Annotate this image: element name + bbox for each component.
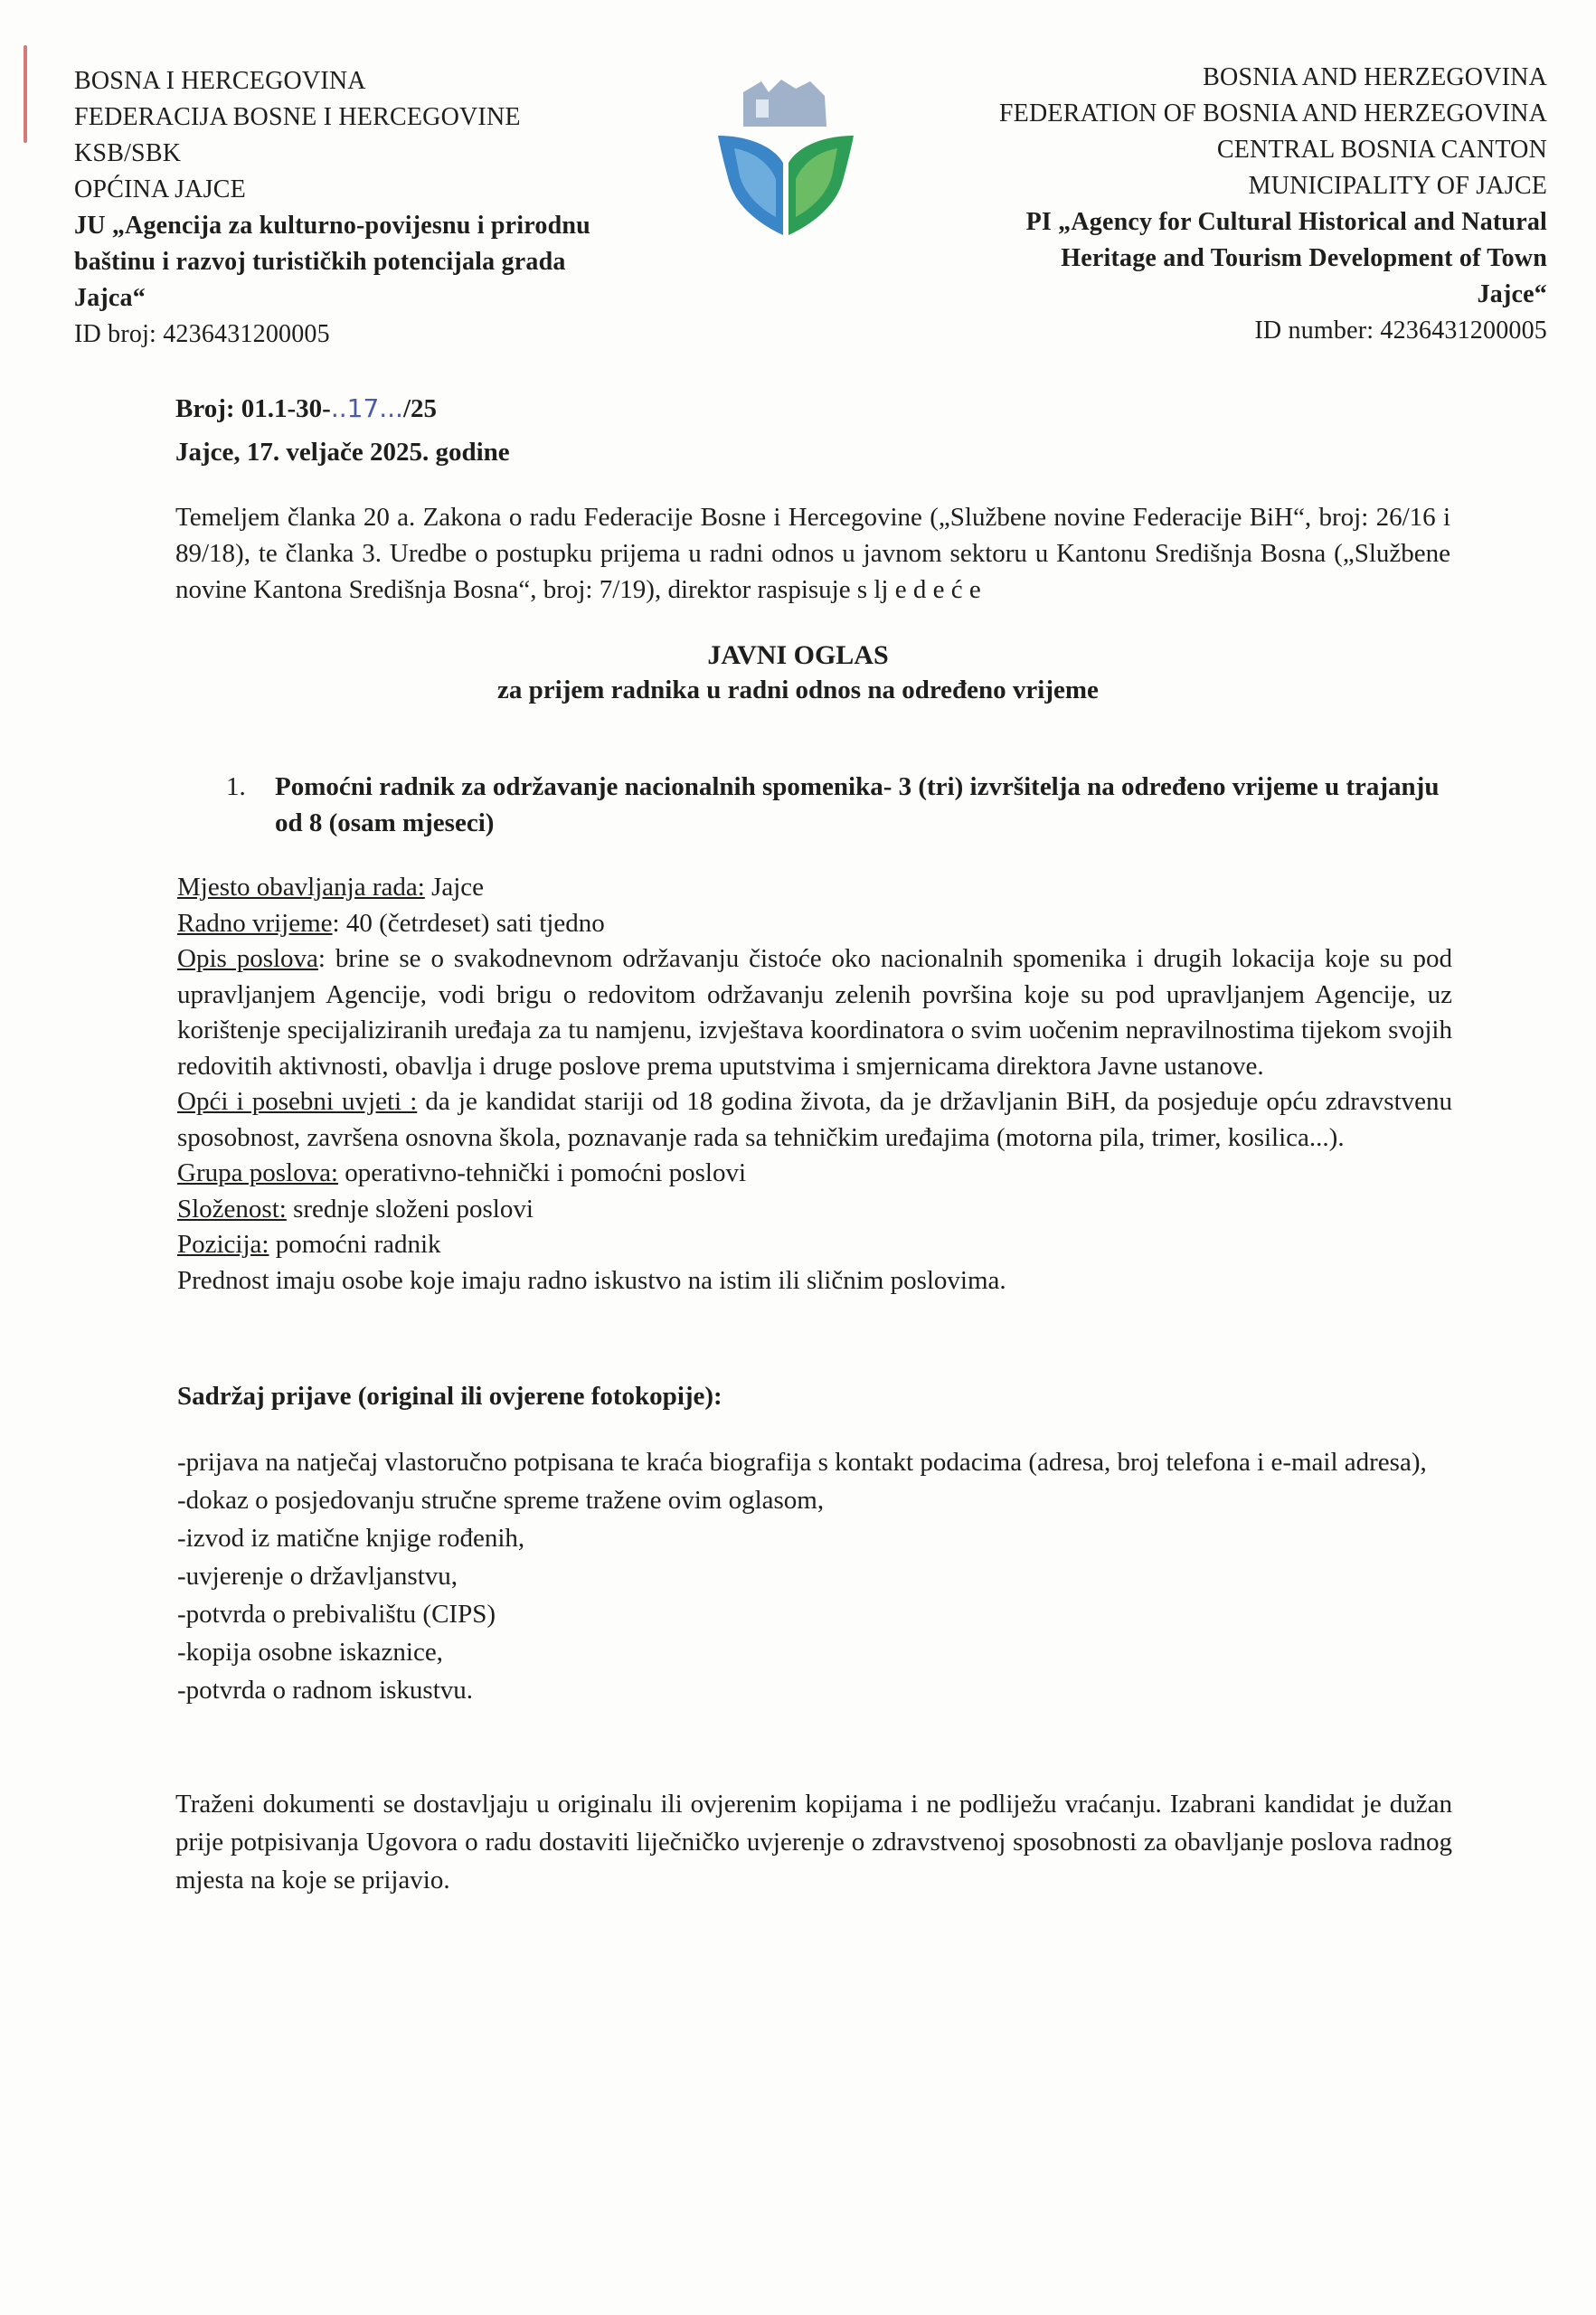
detail-conditions	[177, 1084, 1452, 1156]
header-right-org: PI „Agency for Cultural Historical and Natural	[1025, 208, 1547, 236]
detail-advantage: Prednost imaju osobe koje imaju radno iskustvo na istim ili sličnim poslovima.	[177, 1265, 1006, 1295]
handwritten-number: ..17...	[330, 393, 403, 423]
header-right-line: CENTRAL BOSNIA CANTON	[1216, 136, 1547, 164]
document-meta	[175, 387, 510, 474]
detail-label: Opći i posebni uvjeti :	[177, 1087, 418, 1116]
reference-suffix: /25	[402, 394, 438, 423]
header-right-org: Jajce“	[1477, 280, 1547, 308]
margin-mark	[24, 45, 27, 143]
header-left	[74, 63, 653, 353]
reference-number	[175, 387, 510, 430]
header-right-id: ID number: 4236431200005	[1254, 317, 1547, 345]
detail-hours	[177, 906, 1452, 942]
position-details	[177, 870, 1452, 1299]
detail-group	[177, 1156, 1452, 1192]
detail-value: srednje složeni poslovi	[286, 1194, 534, 1224]
header-left-org: Jajca“	[74, 284, 146, 312]
detail-value: : brine se o svakodnevnom održavanju čistoće oko nacionalnih spomenika i drugih lokacija koje su pod upravljanjem Agencije, vodi brigu o redovitom održavanju zelenih površina koje su pod upravljanjem Agencije, uz korištenje specijaliziranih uređaja za tu namjenu, izvještava koordinatora o svim uočenim nepravilnostima tijekom svojih redovitih aktivnosti, obavlja i druge poslove prema uputstvima i smjernicama direktora Javne ustanove.	[177, 944, 1453, 1081]
position-text: Pomoćni radnik za održavanje nacionalnih spomenika- 3 (tri) izvršitelja na određeno vrijeme u trajanju od 8 (osam mjeseci)	[275, 772, 1440, 837]
detail-label: Radno vrijeme	[177, 908, 333, 938]
agency-logo-icon	[709, 72, 863, 244]
header-left-line: BOSNA I HERCEGOVINA	[74, 67, 366, 95]
detail-value: da je kandidat stariji od 18 godina života, da je državljanin BiH, da posjeduje opću zdravstvenu sposobnost, završena osnovna škola, poznavanje rada sa tehničkim uređajima (motorna pila, trimer, kosilica...).	[177, 1087, 1452, 1152]
detail-value: Jajce	[424, 873, 485, 902]
list-item: -izvod iz matične knjige rođenih,	[177, 1524, 525, 1553]
list-item: -uvjerenje o državljanstvu,	[177, 1562, 458, 1591]
header-left-org: baštinu i razvoj turističkih potencijala grada	[74, 248, 566, 276]
detail-label: Grupa poslova:	[177, 1158, 338, 1187]
detail-label: Pozicija:	[177, 1230, 269, 1259]
notice-subtitle: za prijem radnika u radni odnos na određeno vrijeme	[497, 676, 1099, 704]
detail-label: Složenost:	[177, 1194, 287, 1224]
header-right-line: BOSNIA AND HERZEGOVINA	[1203, 63, 1547, 91]
intro-paragraph: Temeljem članka 20 a. Zakona o radu Federacije Bosne i Hercegovine („Službene novine Federacije BiH“, broj: 26/16 i 89/18), te članka 3. Uredbe o postupku prijema u radni odnos u javnom sektoru u Kantonu Središnja Bosna („Službene novine Kantona Središnja Bosna“, broj: 7/19), direktor raspisuje s lj e d e ć e	[175, 503, 1450, 604]
position-number: 1.	[226, 772, 246, 801]
header-left-org: JU „Agencija za kulturno-povijesnu i prirodnu	[74, 212, 590, 240]
application-contents-title: Sadržaj prijave (original ili ovjerene fotokopije):	[177, 1382, 722, 1411]
detail-label: Mjesto obavljanja rada:	[177, 873, 425, 902]
closing-paragraph: Traženi dokumenti se dostavljaju u originalu ili ovjerenim kopijama i ne podliježu vraćanju. Izabrani kandidat je dužan prije potpisivanja Ugovora o radu dostaviti liječničko uvjerenje o zdravstvenoj sposobnosti za obavljanje poslova radnog mjesta na koje se prijavio.	[175, 1790, 1452, 1895]
list-item: -dokaz o posjedovanju stručne spreme tražene ovim oglasom,	[177, 1486, 825, 1515]
header-left-line: KSB/SBK	[74, 139, 182, 167]
header-left-id: ID broj: 4236431200005	[74, 320, 330, 348]
application-contents-list	[177, 1443, 1452, 1709]
detail-description	[177, 941, 1452, 1084]
detail-value: pomoćni radnik	[269, 1230, 441, 1259]
notice-title: JAVNI OGLAS	[707, 640, 889, 670]
detail-value: operativno-tehnički i pomoćni poslovi	[338, 1158, 747, 1187]
list-item: -potvrda o prebivalištu (CIPS)	[177, 1600, 496, 1629]
header-right-org: Heritage and Tourism Development of Town	[1061, 244, 1547, 272]
list-item: -prijava na natječaj vlastoručno potpisana te kraća biografija s kontakt podacima (adresa, broj telefona i e-mail adresa),	[177, 1448, 1427, 1477]
detail-location	[177, 870, 1452, 906]
reference-prefix: Broj: 01.1-30-	[175, 394, 331, 423]
detail-label: Opis poslova	[177, 944, 318, 973]
detail-value: : 40 (četrdeset) sati tjedno	[332, 908, 605, 938]
position-heading	[226, 769, 1456, 841]
header-left-line: FEDERACIJA BOSNE I HERCEGOVINE	[74, 103, 521, 131]
header-left-line: OPĆINA JAJCE	[74, 175, 246, 203]
detail-position	[177, 1227, 1452, 1263]
list-item: -kopija osobne iskaznice,	[177, 1638, 443, 1667]
header-right-line: FEDERATION OF BOSNIA AND HERZEGOVINA	[998, 99, 1547, 128]
header-right	[896, 60, 1547, 349]
document-date: Jajce, 17. veljače 2025. godine	[175, 438, 510, 467]
detail-complexity	[177, 1192, 1452, 1228]
list-item: -potvrda o radnom iskustvu.	[177, 1676, 474, 1705]
header-right-line: MUNICIPALITY OF JAJCE	[1248, 172, 1547, 200]
